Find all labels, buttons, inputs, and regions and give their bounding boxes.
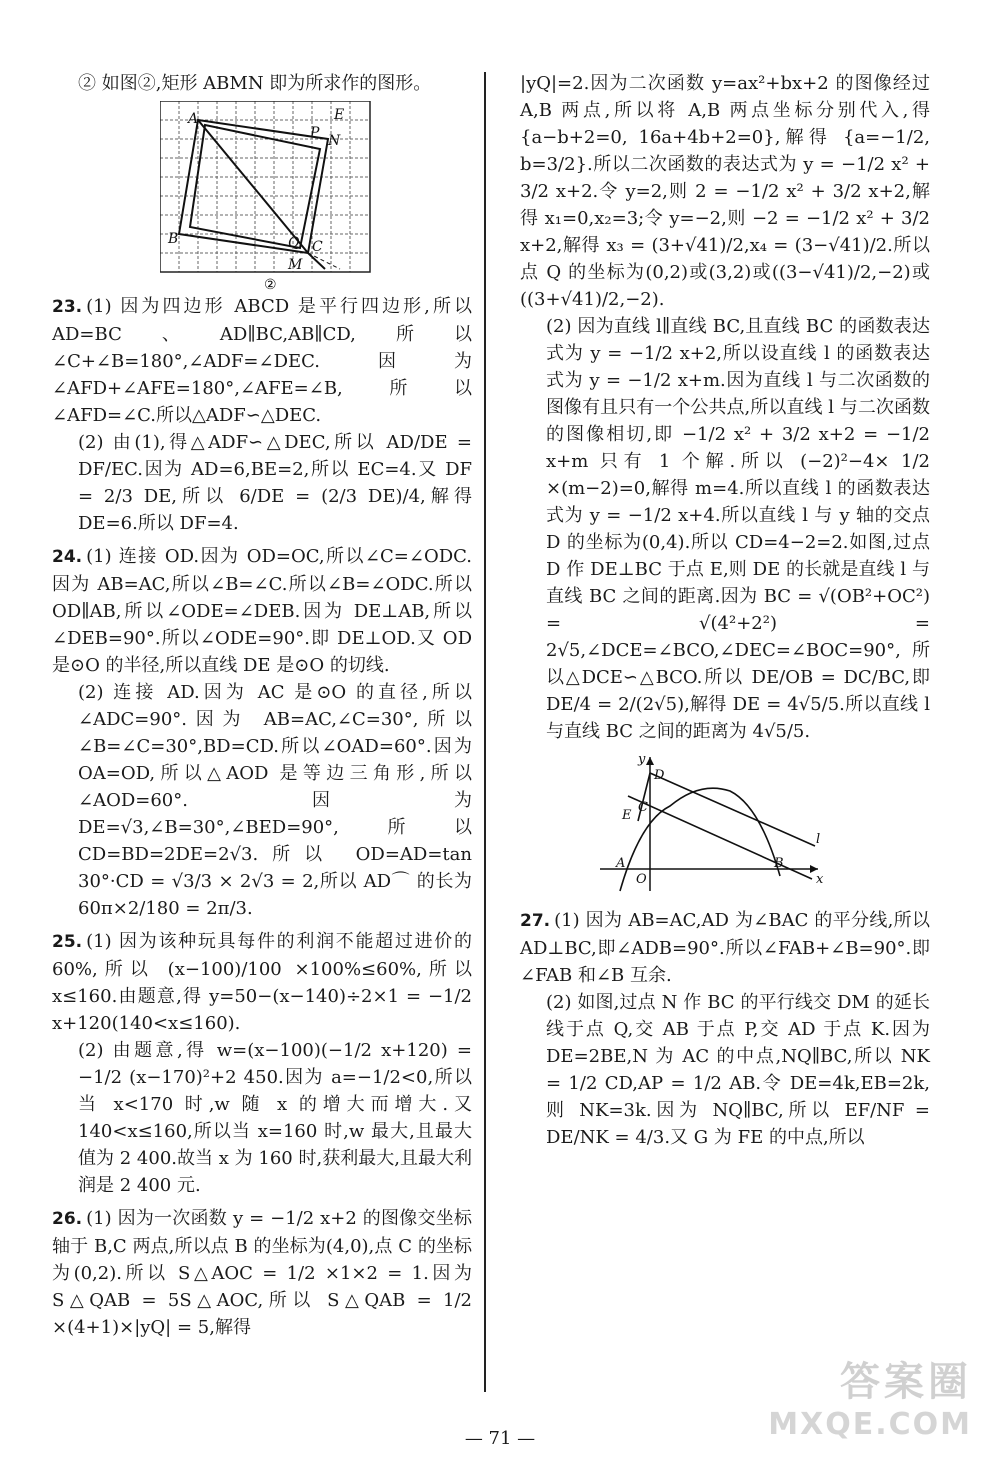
watermark-bottom-text: MXQE.COM bbox=[768, 1407, 972, 1442]
graph-label-a: A bbox=[616, 856, 626, 871]
label-b: B bbox=[168, 231, 179, 247]
graph-label-o: O bbox=[636, 872, 647, 887]
graph-label-c: C bbox=[638, 800, 648, 815]
q24-part1 bbox=[52, 543, 472, 679]
label-q: Q bbox=[288, 235, 300, 251]
q27-part1 bbox=[520, 907, 930, 989]
figure-caption-text: ② 如图②,矩形 ABMN 即为所求作的图形。 bbox=[78, 73, 432, 94]
q27-part1-text: (1) 因为 AB=AC,AD 为∠BAC 的平分线,所以 AD⊥BC,即∠ADB=90°.所以∠FAB+∠B=90°.即∠FAB 和∠B 互余. bbox=[520, 910, 930, 986]
label-p: P bbox=[310, 125, 320, 141]
q26-part1 bbox=[52, 1205, 472, 1341]
label-n: N bbox=[328, 133, 341, 149]
page-number: — 71 — bbox=[464, 1428, 536, 1449]
q25-part2-text: (2) 由题意,得 w=(x−100)(−1/2 x+120) = −1/2 (x−170)²+2 450.因为 a=−1/2<0,所以当 x<170 时,w 随 x 的增大而增大.又 140<x≤160,所以当 x=160 时,w 最大,且最大值为 2 400.故当 x 为 160 时,获利最大,且最大利润是 2 400 元. bbox=[78, 1040, 472, 1196]
q26-part1-text: (1) 因为一次函数 y = −1/2 x+2 的图像交坐标轴于 B,C 两点,所以点 B 的坐标为(4,0),点 C 的坐标为(0,2).所以 S△AOC = 1/2 ×1×2 = 1.因为 S△QAB = 5S△AOC,所以 S△QAB = 1/2 ×(4+1)×|yQ| = 5,解得 bbox=[52, 1208, 472, 1338]
q26-part2-text: (2) 因为直线 l∥直线 BC,且直线 BC 的函数表达式为 y = −1/2 x+2,所以设直线 l 的函数表达式为 y = −1/2 x+m.因为直线 l 与二次函数的图像有且只有一个公共点,所以直线 l 与二次函数的图像相切,即 −1/2 x² + 3/2 x+2 = −1/2 x+m 只有 1 个解.所以 (−2)²−4× 1/2 ×(m−2)=0,解得 m=4.所以直线 l 的函数表达式为 y = −1/2 x+4.所以直线 l 与 y 轴的交点 D 的坐标为(0,4).所以 CD=4−2=2.如图,过点 D 作 DE⊥BC 于点 E,则 DE 的长就是直线 l 与直线 BC 之间的距离.因为 BC = √(OB²+OC²) = √(4²+2²) = 2√5,∠DCE=∠BCO,∠DEC=∠BOC=90°,所以△DCE∽△BCO.所以 DE/OB = DC/BC,即 DE/4 = 2/(2√5),解得 DE = 4√5/5.所以直线 l 与直线 BC 之间的距离为 4√5/5. bbox=[546, 316, 930, 742]
graph-label-b: B bbox=[774, 856, 784, 871]
q23-part2-text: (2) 由(1),得△ADF∽△DEC,所以 AD/DE = DF/EC.因为 AD=6,BE=2,所以 EC=4.又 DF = 2/3 DE,所以 6/DE = (2/3 DE)/4,解得 DE=6.所以 DF=4. bbox=[78, 432, 472, 534]
graph-label-d: D bbox=[654, 768, 665, 783]
figure-grid-caption: ② bbox=[264, 277, 277, 293]
column-divider bbox=[484, 72, 486, 1392]
page-number-value: 71 bbox=[488, 1428, 512, 1449]
q27-number: 27. bbox=[520, 911, 551, 931]
graph-label-l: l bbox=[816, 832, 821, 847]
q24-part1-text: (1) 连接 OD.因为 OD=OC,所以∠C=∠ODC.因为 AB=AC,所以∠B=∠C.所以∠B=∠ODC.所以 OD∥AB,所以∠ODE=∠DEB.因为 DE⊥AB,所以∠DEB=90°.所以∠ODE=90°.即 DE⊥OD.又 OD 是⊙O 的半径,所以直线 DE 是⊙O 的切线. bbox=[52, 546, 472, 676]
label-c: C bbox=[312, 239, 323, 255]
q24-number: 24. bbox=[52, 547, 83, 567]
q27-part2-text: (2) 如图,过点 N 作 BC 的平行线交 DM 的延长线于点 Q,交 AB 于点 P,交 AD 于点 K.因为 DE=2BE,N 为 AC 的中点,NQ∥BC,所以 NK = 1/2 CD,AP = 1/2 AB.令 DE=4k,EB=2k,则 NK=3k.因为 NQ∥BC,所以 EF/NF = DE/NK = 4/3.又 G 为 FE 的中点,所以 bbox=[546, 992, 930, 1148]
q24-part2-text: (2) 连接 AD.因为 AC 是⊙O 的直径,所以∠ADC=90°.因为 AB=AC,∠C=30°,所以∠B=∠C=30°,BD=CD.所以∠OAD=60°.因为 OA=OD,所以△AOD 是等边三角形,所以∠AOD=60°.因为 DE=√3,∠B=30°,∠BED=90°,所以 CD=BD=2DE=2√3.所以 OD=AD=tan 30°·CD = √3/3 × 2√3 = 2,所以 AD⌒ 的长为 60π×2/180 = 2π/3. bbox=[78, 682, 472, 919]
q25-part1-text: (1) 因为该种玩具每件的利润不能超过进价的 60%,所以 (x−100)/100 ×100%≤60%,所以 x≤160.由题意,得 y=50−(x−140)÷2×1 = −1/2 x+120(140<x≤160). bbox=[52, 931, 472, 1034]
graph-label-y: y bbox=[638, 752, 646, 767]
grid-figure bbox=[160, 101, 400, 293]
q23-number: 23. bbox=[52, 297, 83, 317]
left-column bbox=[52, 70, 472, 1341]
q23-part1 bbox=[52, 293, 472, 429]
q23-part1-text: (1) 因为四边形 ABCD 是平行四边形,所以 AD=BC、AD∥BC,AB∥CD,所以∠C+∠B=180°,∠ADF=∠DEC.因为∠AFD+∠AFE=180°,∠AFE=∠B,所以∠AFD=∠C.所以△ADF∽△DEC. bbox=[52, 296, 472, 426]
q26-continued-text: |yQ|=2.因为二次函数 y=ax²+bx+2 的图像经过 A,B 两点,所以将 A,B 两点坐标分别代入,得 {a−b+2=0, 16a+4b+2=0},解得 {a=−1/2, b=3/2}.所以二次函数的表达式为 y = −1/2 x² + 3/2 x+2.令 y=2,则 2 = −1/2 x² + 3/2 x+2,解得 x₁=0,x₂=3;令 y=−2,则 −2 = −1/2 x² + 3/2 x+2,解得 x₃ = (3+√41)/2,x₄ = (3−√41)/2.所以点 Q 的坐标为(0,2)或(3,2)或((3−√41)/2,−2)或((3+√41)/2,−2). bbox=[520, 73, 930, 310]
label-a: A bbox=[188, 111, 199, 127]
watermark-logo bbox=[768, 1350, 972, 1442]
watermark-top-text: 答案圈 bbox=[840, 1359, 972, 1405]
graph-label-x: x bbox=[816, 872, 824, 887]
q26-number: 26. bbox=[52, 1209, 83, 1229]
label-e: E bbox=[334, 107, 345, 123]
q25-number: 25. bbox=[52, 932, 83, 952]
q25-part1 bbox=[52, 928, 472, 1037]
label-m: M bbox=[288, 257, 303, 273]
right-column bbox=[520, 70, 930, 1151]
function-graph-figure bbox=[590, 751, 830, 901]
graph-label-e: E bbox=[622, 808, 632, 823]
